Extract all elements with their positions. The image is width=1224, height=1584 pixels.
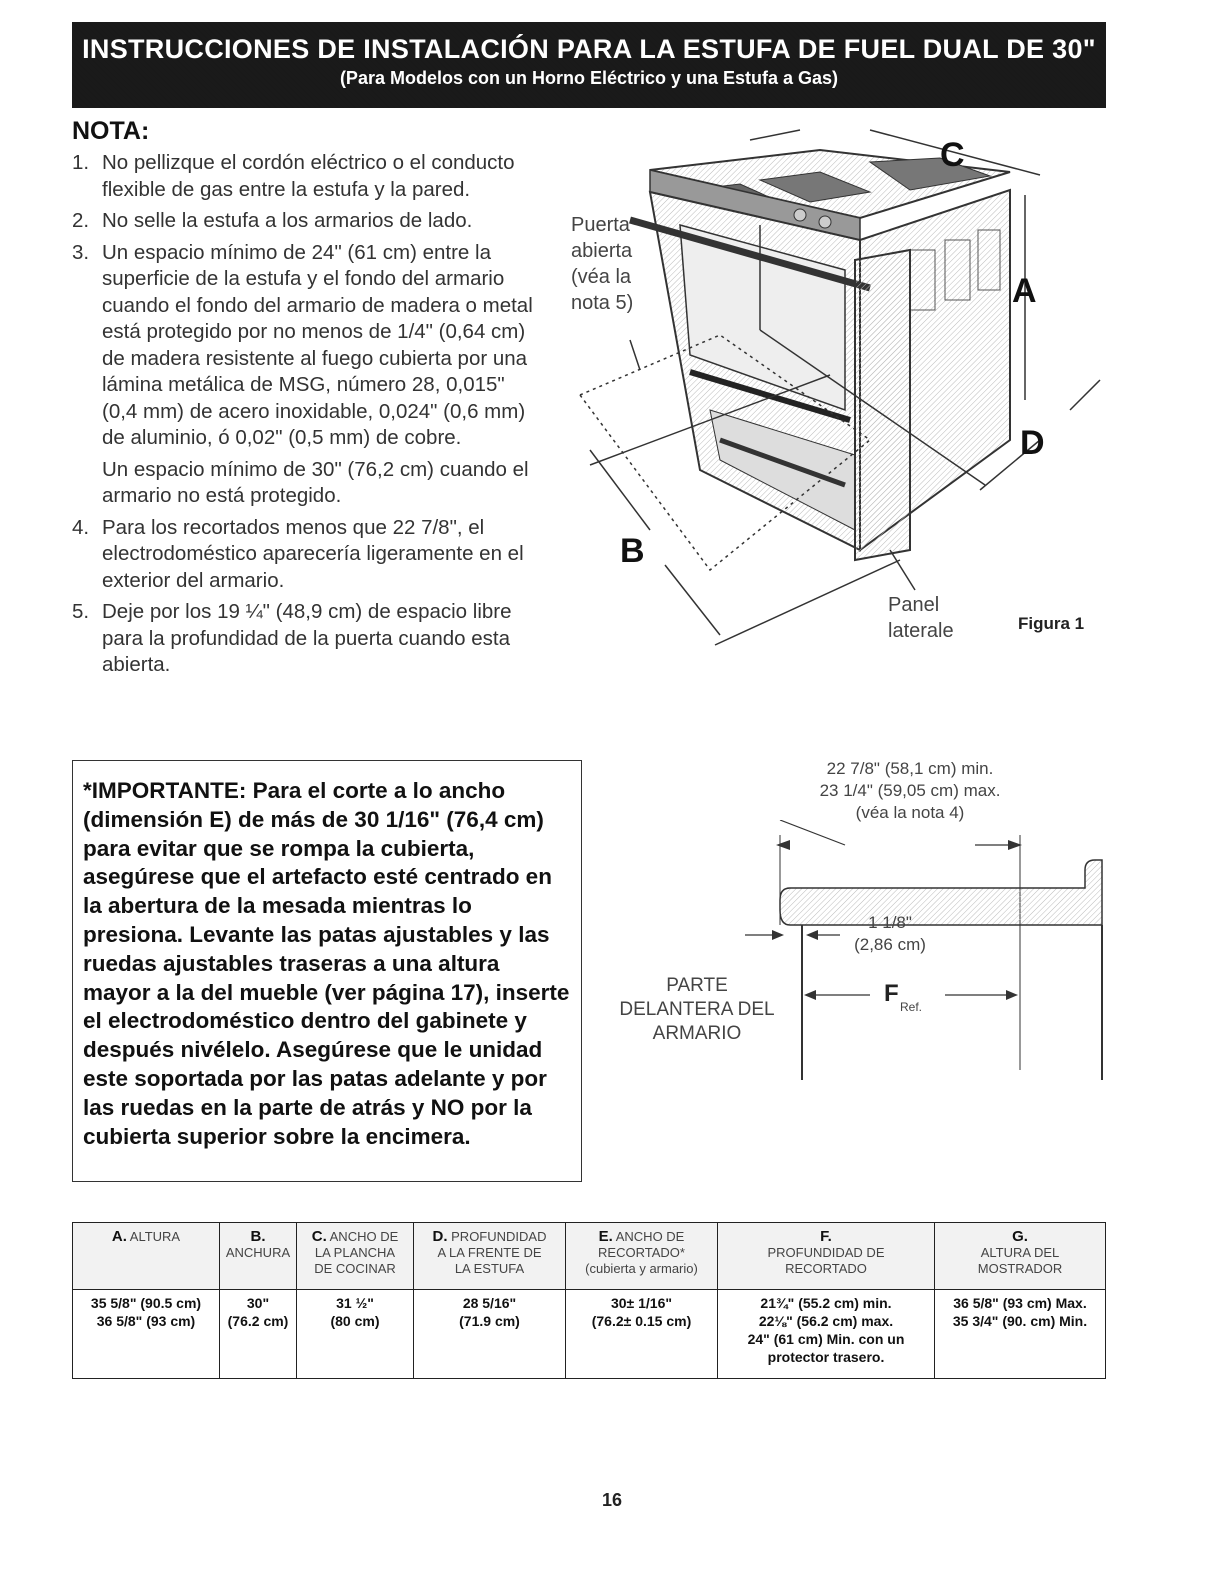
header-banner (72, 22, 1106, 108)
header-g: G. ALTURA DEL MOSTRADOR (935, 1223, 1106, 1290)
door-open-label: Puerta abierta (véa la nota 5) (571, 214, 634, 314)
table-cell: 31 ½" (80 cm) (297, 1290, 414, 1379)
table-cell: 30" (76.2 cm) (220, 1290, 297, 1379)
dimensions-table (72, 1222, 1106, 1379)
table-row (73, 1290, 1106, 1379)
list-item: 5. Deje por los 19 ¼" (48,9 cm) de espacio libre para la profundidad de la puerta cuando esta abierta. (72, 600, 512, 676)
figure-caption: Figura 1 (1018, 614, 1085, 633)
list-item: 2. No selle la estufa a los armarios de lado. (72, 209, 473, 232)
range-illustration (570, 110, 1110, 660)
side-panel-label: Panel laterale (888, 594, 954, 642)
important-text: *IMPORTANTE: Para el corte a lo ancho (dimensión E) de más de 30 1/16" (76,4 cm) para evitar que se rompa la cubierta, asegúrese que el artefacto esté centrado en la abertura de la mesada mientras lo presiona. Levante las patas ajustables y las ruedas ajustables traseras a una altura mayor a la del mueble (ver página 17), inserte el electrodoméstico dentro del gabinete y después nivélelo. Asegúrese que le unidad este soportada por las patas adelante y por las ruedas en la parte de atrás y NO por la cubierta superior sobre la encimera. (83, 778, 570, 1149)
header-b: B. ANCHURA (220, 1223, 297, 1290)
cabinet-front-label: PARTE DELANTERA DEL ARMARIO (619, 975, 775, 1044)
list-item: 4. Para los recortados menos que 22 7/8", el electrodoméstico aparecería ligeramente en el exterior del armario. (72, 515, 524, 592)
table-cell: 35 5/8" (90.5 cm) 36 5/8" (93 cm) (73, 1290, 220, 1379)
header-a: A. ALTURA (73, 1223, 220, 1290)
cutout-width-label: 22 7/8" (58,1 cm) min. 23 1/4" (59,05 cm) max. (véa la nota 4) (819, 759, 1001, 822)
dimension-letter-a: A (1012, 272, 1037, 310)
list-item: 1. No pellizque el cordón eléctrico o el conducto flexible de gas entre la estufa y la pared. (72, 151, 515, 201)
table-header-row (73, 1223, 1106, 1290)
page-number: 16 (601, 1490, 623, 1510)
notes-heading: NOTA: (72, 117, 150, 145)
table-cell: 28 5/16" (71.9 cm) (414, 1290, 566, 1379)
page-subtitle: (Para Modelos con un Horno Eléctrico y una Estufa a Gas) (339, 68, 839, 88)
side-panel (855, 250, 910, 560)
header-c: C. ANCHO DE LA PLANCHA DE COCINAR (297, 1223, 414, 1290)
header-e: E. ANCHO DE RECORTADO* (cubierta y armario) (566, 1223, 718, 1290)
important-notice (72, 760, 582, 1182)
dimension-letter-f: F (884, 980, 899, 1007)
f-ref-label: Ref. (900, 1000, 923, 1014)
list-item-extra: Un espacio mínimo de 30" (76,2 cm) cuando el armario no está protegido. (102, 457, 529, 507)
dimension-letter-c: C (940, 136, 965, 174)
list-item: 3. Un espacio mínimo de 24" (61 cm) entre la superficie de la estufa y el fondo del armario cuando el fondo del armario de madera o metal está protegido por no menos de 1/4" (0,64 cm) de madera resistente al fuego cubierta por una lámina metálica de MSG, número 28, 0,015" (0,4 mm) de acero inoxidable, 0,024" (0,6 mm) de aluminio, ó 0,02" (0,5 mm) de cobre. (72, 240, 533, 449)
header-f: F. PROFUNDIDAD DE RECORTADO (718, 1223, 935, 1290)
dimension-letter-d: D (1020, 424, 1045, 462)
header-d: D. PROFUNDIDAD A LA FRENTE DE LA ESTUFA (414, 1223, 566, 1290)
dimension-letter-b: B (620, 532, 645, 570)
table-cell: 30± 1/16" (76.2± 0.15 cm) (566, 1290, 718, 1379)
page-title: INSTRUCCIONES DE INSTALACIÓN PARA LA ESTUFA DE FUEL DUAL DE 30" (82, 34, 1096, 64)
countertop (780, 860, 1102, 925)
gap-label: 1 1/8" (2,86 cm) (854, 913, 926, 954)
table-cell: 21¾" (55.2 cm) min. 22⅛" (56.2 cm) max. 24" (61 cm) Min. con un protector trasero. (718, 1290, 935, 1379)
table-cell: 36 5/8" (93 cm) Max. 35 3/4" (90. cm) Min. (935, 1290, 1106, 1379)
notes-list (72, 150, 544, 684)
